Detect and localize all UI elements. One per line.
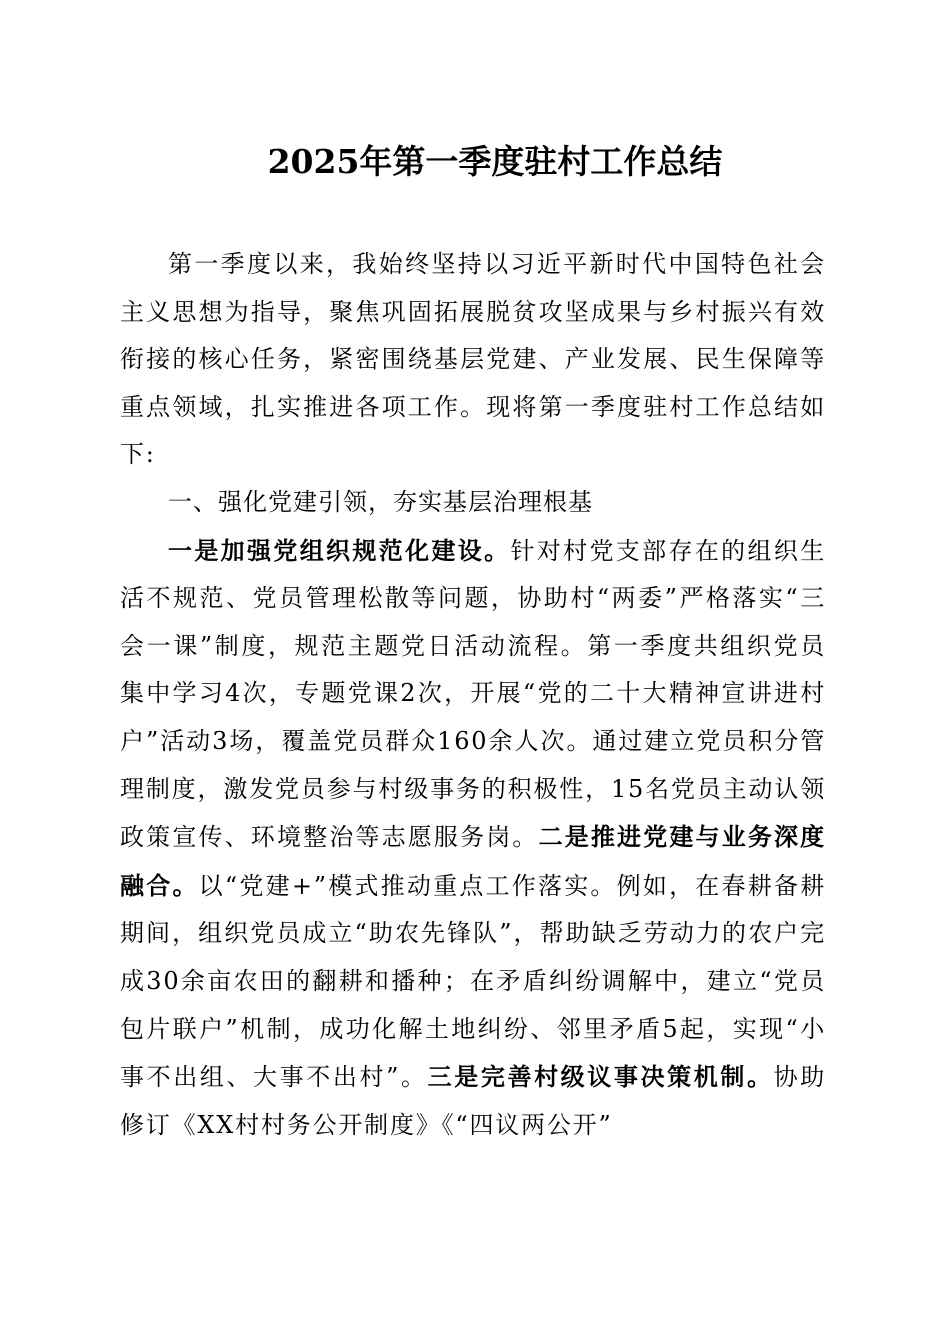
section-paragraph: [120, 527, 826, 1150]
point-2-text: 以“党建+”模式推动重点工作落实。例如，在春耕备耕期间，组织党员成立“助农先锋队”，帮助缺乏劳动力的农户完成30余亩农田的翻耕和播种；在矛盾纠纷调解中，建立“党员包片联户”机制，成功化解土地纠纷、邻里矛盾5起，实现“小事不出组、大事不出村”。: [120, 871, 826, 1092]
intro-paragraph: 第一季度以来，我始终坚持以习近平新时代中国特色社会主义思想为指导，聚焦巩固拓展脱贫攻坚成果与乡村振兴有效衔接的核心任务，紧密围绕基层党建、产业发展、民生保障等重点领域，扎实推进各项工作。现将第一季度驻村工作总结如下:: [120, 250, 826, 469]
section-heading: 一、强化党建引领，夯实基层治理根基: [168, 487, 593, 516]
point-2-title: 二是推进党建与业务深度融合。: [120, 822, 826, 900]
document-title: 2025年第一季度驻村工作总结: [267, 142, 723, 181]
document-body: [120, 241, 826, 1149]
point-3-text: 协助修订《XX村村务公开制度》《“四议两公开”: [120, 1063, 827, 1139]
point-1-text: 针对村党支部存在的组织生活不规范、党员管理松散等问题，协助村“两委”严格落实“三会一课”制度，规范主题党日活动流程。第一季度共组织党员集中学习4次，专题党课2次，开展“党的二十大精神宣讲进村户”活动3场，覆盖党员群众160余人次。通过建立党员积分管理制度，激发党员参与村级事务的积极性，15名党员主动认领政策宣传、环境整治等志愿服务岗。: [120, 536, 826, 852]
point-1-title: 一是加强党组织规范化建设。: [168, 535, 511, 565]
point-3-title: 三是完善村级议事决策机制。: [427, 1062, 774, 1092]
